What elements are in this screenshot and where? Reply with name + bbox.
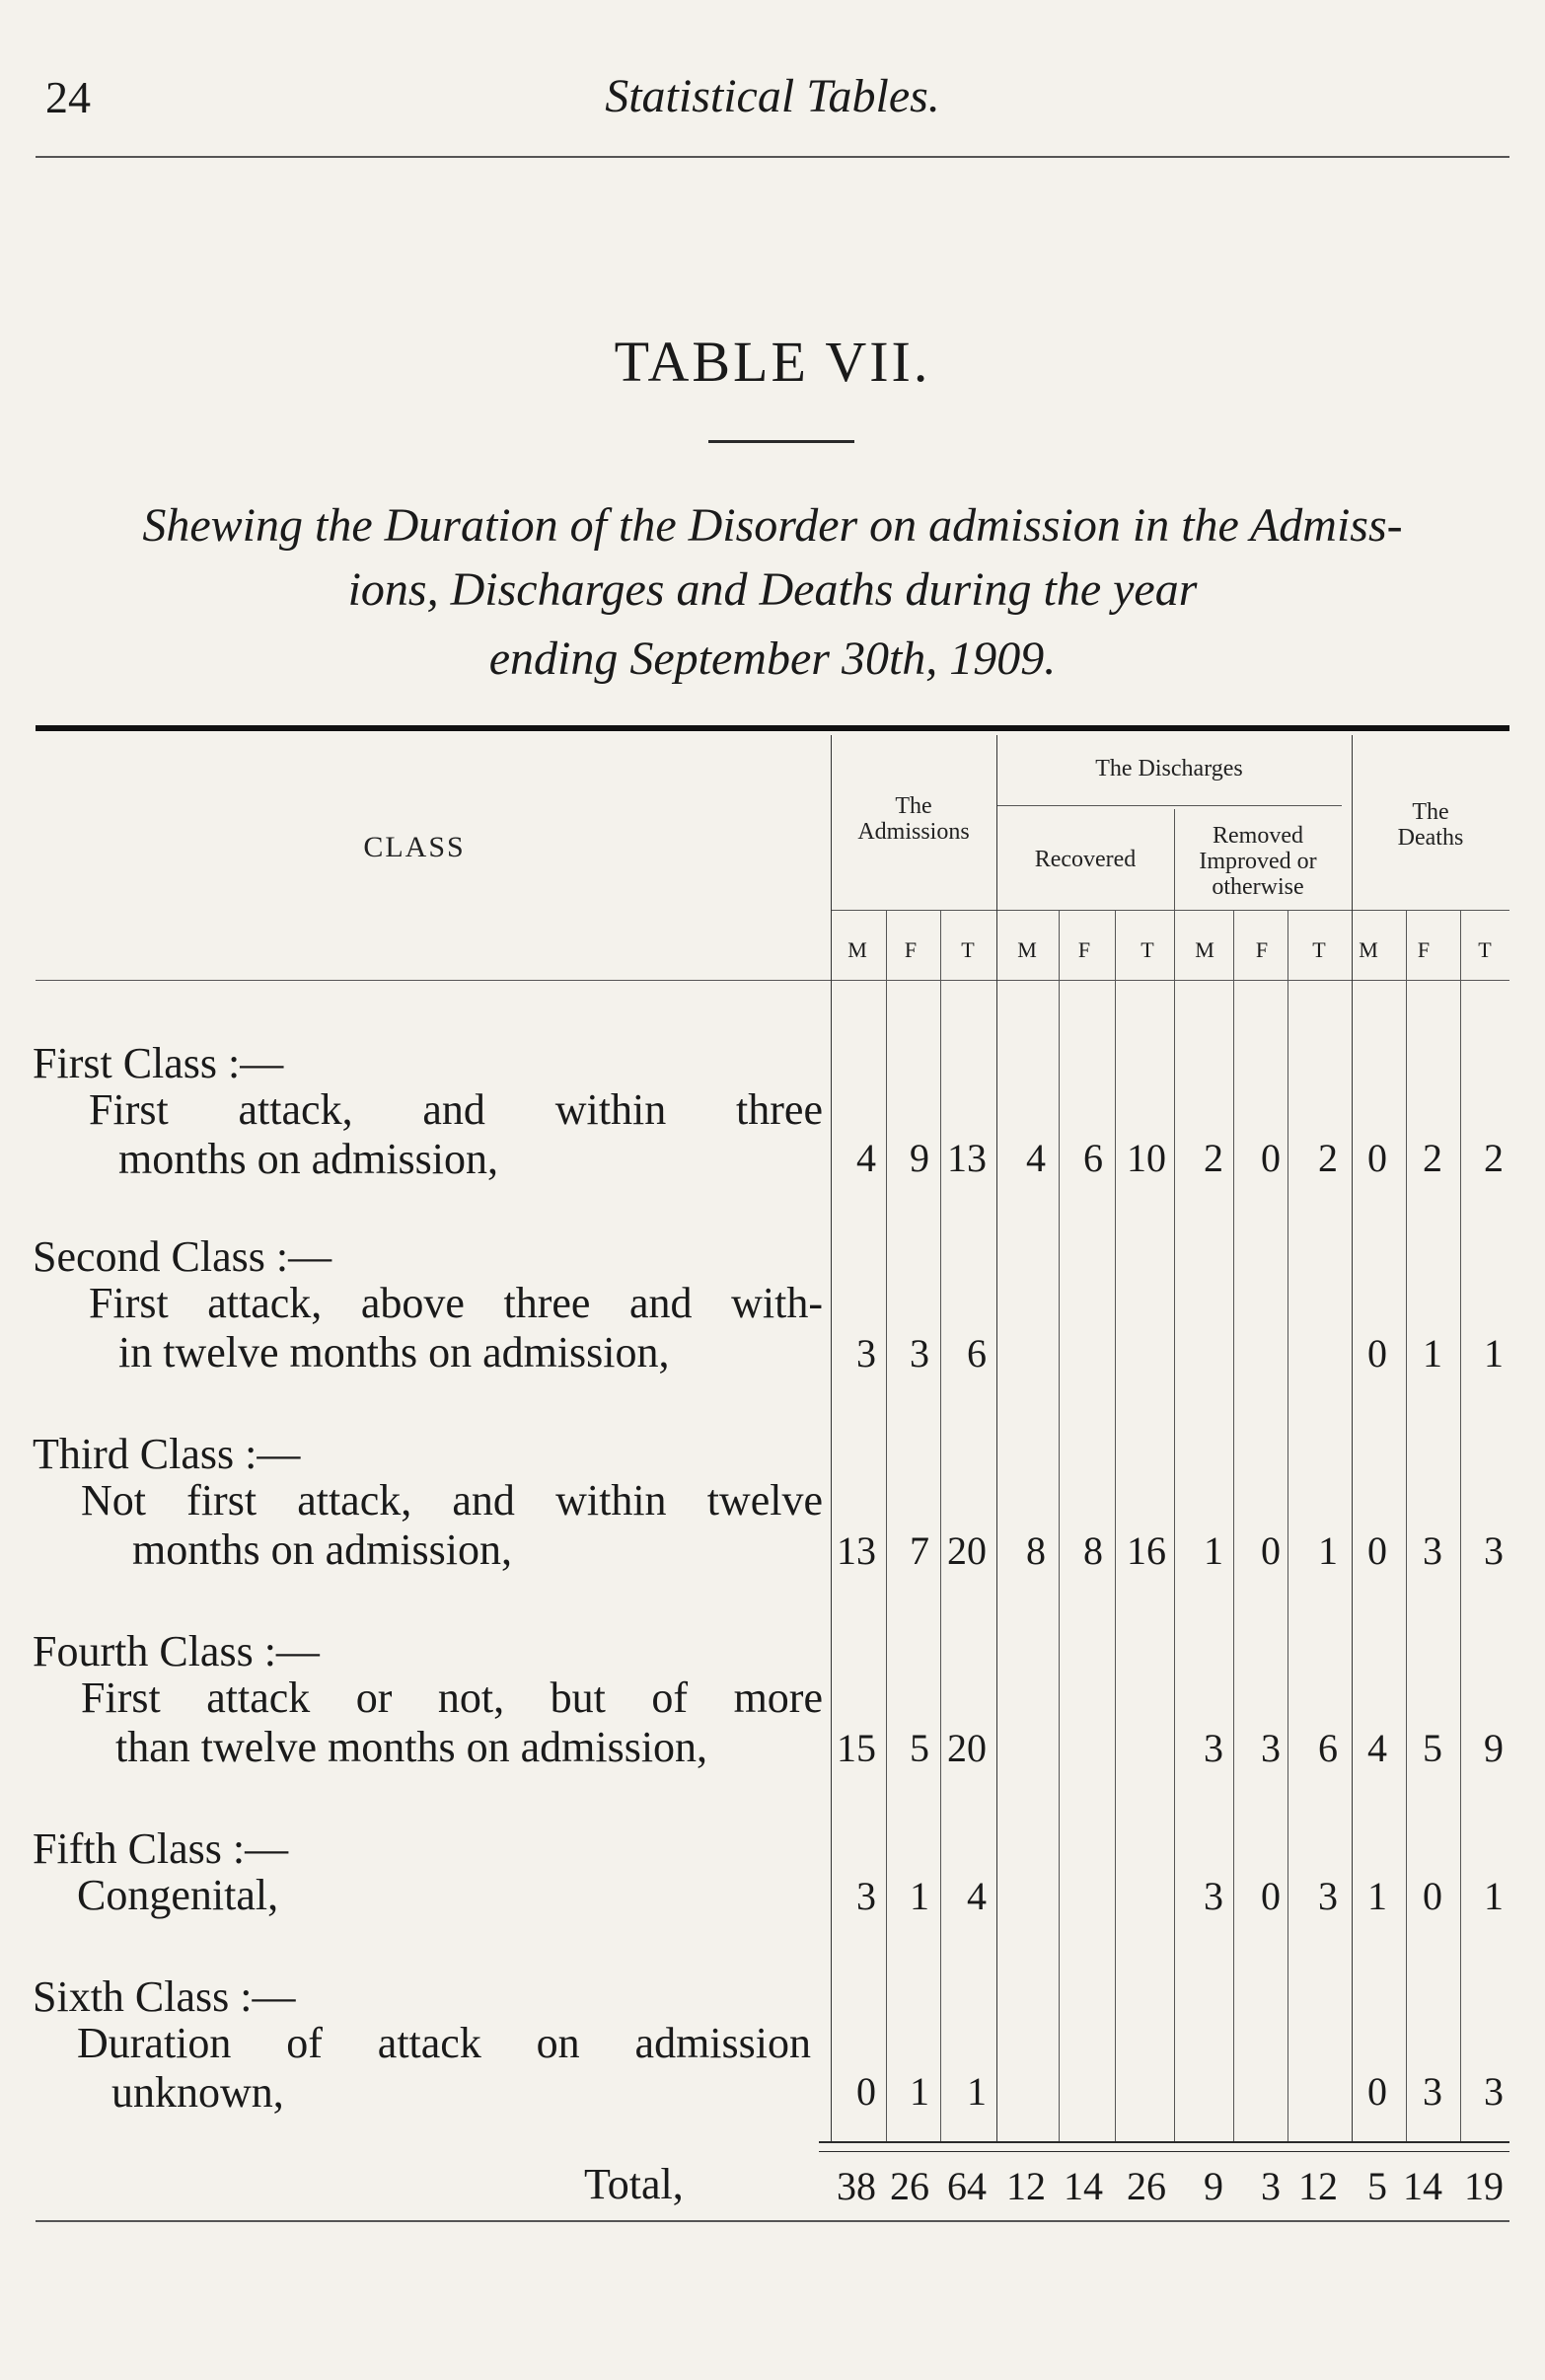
class-description-line: Congenital,	[77, 1871, 279, 1919]
cell-adm-t: 20	[947, 1726, 987, 1770]
total-rem-m: 9	[1204, 2164, 1223, 2208]
mft-header-rem-t: T	[1312, 937, 1326, 962]
class-description-line: First attack, above three and with-	[89, 1279, 823, 1327]
column-rule	[1233, 910, 1234, 2141]
cell-dth-m: 0	[1367, 2069, 1387, 2114]
total-dth-f: 14	[1403, 2164, 1442, 2208]
class-description-line: First attack or not, but of more	[81, 1673, 823, 1722]
discharges-header: The Discharges	[1095, 756, 1243, 781]
total-dth-m: 5	[1367, 2164, 1387, 2208]
mft-header-adm-f: F	[904, 937, 918, 962]
table-title: TABLE VII.	[614, 330, 931, 394]
cell-dth-t: 2	[1484, 1136, 1504, 1180]
total-label: Total,	[584, 2160, 684, 2208]
total-rem-f: 3	[1261, 2164, 1281, 2208]
cell-dth-t: 3	[1484, 2069, 1504, 2114]
cell-dth-m: 0	[1367, 1528, 1387, 1573]
recovered-header: Recovered	[1034, 847, 1137, 872]
column-rule	[996, 735, 997, 2141]
title-rule	[708, 440, 854, 443]
subtitle-line-1: Shewing the Duration of the Disorder on admission in the Admiss-	[142, 499, 1403, 552]
column-rule	[1059, 910, 1060, 2141]
mft-header-adm-m: M	[847, 937, 867, 962]
admissions-header-1: The	[895, 793, 932, 819]
cell-dth-t: 1	[1484, 1331, 1504, 1376]
class-title: Fifth Class :—	[33, 1824, 289, 1873]
cell-rec-m: 4	[1026, 1136, 1046, 1180]
cell-dth-f: 5	[1423, 1726, 1442, 1770]
total-adm-f: 26	[890, 2164, 929, 2208]
mft-header-rec-t: T	[1140, 937, 1154, 962]
cell-dth-f: 0	[1423, 1874, 1442, 1918]
cell-dth-t: 1	[1484, 1874, 1504, 1918]
bottom-rule	[36, 2220, 1509, 2222]
admissions-header-2: Admissions	[857, 819, 970, 845]
cell-dth-m: 4	[1367, 1726, 1387, 1770]
cell-dth-m: 0	[1367, 1136, 1387, 1180]
cell-adm-t: 13	[947, 1136, 987, 1180]
header-rule	[36, 156, 1509, 158]
class-header: CLASS	[363, 831, 466, 863]
cell-rec-f: 6	[1083, 1136, 1103, 1180]
page-number: 24	[45, 72, 91, 122]
class-description-line: Not first attack, and within twelve	[81, 1476, 823, 1525]
cell-adm-f: 1	[910, 2069, 929, 2114]
total-rec-m: 12	[1006, 2164, 1046, 2208]
cell-adm-m: 3	[856, 1331, 876, 1376]
cell-dth-f: 3	[1423, 2069, 1442, 2114]
table-top-rule	[36, 725, 1509, 731]
class-title: Fourth Class :—	[33, 1627, 320, 1675]
class-title: Sixth Class :—	[33, 1972, 296, 2021]
column-rule	[886, 910, 887, 2141]
cell-rem-f: 0	[1261, 1136, 1281, 1180]
mft-header-rem-m: M	[1195, 937, 1214, 962]
cell-adm-t: 1	[967, 2069, 987, 2114]
class-title: Second Class :—	[33, 1232, 332, 1281]
cell-adm-f: 5	[910, 1726, 929, 1770]
cell-rem-m: 1	[1204, 1528, 1223, 1573]
cell-adm-f: 1	[910, 1874, 929, 1918]
cell-dth-m: 0	[1367, 1331, 1387, 1376]
total-dth-t: 19	[1464, 2164, 1504, 2208]
class-description-line: months on admission,	[118, 1135, 499, 1183]
cell-rem-t: 3	[1318, 1874, 1338, 1918]
cell-rem-f: 0	[1261, 1874, 1281, 1918]
mft-header-rem-f: F	[1255, 937, 1269, 962]
mft-top-rule	[831, 910, 1509, 911]
total-rule-a	[819, 2141, 1509, 2143]
cell-dth-m: 1	[1367, 1874, 1387, 1918]
removed-header-2: Improved or	[1199, 849, 1317, 874]
cell-adm-f: 9	[910, 1136, 929, 1180]
mft-header-adm-t: T	[961, 937, 975, 962]
cell-dth-f: 3	[1423, 1528, 1442, 1573]
class-description-line: unknown,	[111, 2068, 284, 2117]
column-rule	[1174, 809, 1175, 2141]
cell-rem-m: 2	[1204, 1136, 1223, 1180]
mft-header-dth-f: F	[1417, 937, 1431, 962]
total-adm-t: 64	[947, 2164, 987, 2208]
cell-adm-m: 3	[856, 1874, 876, 1918]
mft-header-dth-t: T	[1478, 937, 1492, 962]
total-rule-b	[819, 2151, 1509, 2152]
cell-adm-t: 6	[967, 1331, 987, 1376]
column-rule	[1115, 910, 1116, 2141]
cell-adm-f: 3	[910, 1331, 929, 1376]
cell-rec-m: 8	[1026, 1528, 1046, 1573]
cell-rem-t: 1	[1318, 1528, 1338, 1573]
mft-header-rec-f: F	[1077, 937, 1091, 962]
class-description-line: First attack, and within three	[89, 1085, 823, 1134]
cell-rec-t: 10	[1127, 1136, 1166, 1180]
cell-adm-m: 0	[856, 2069, 876, 2114]
cell-rem-t: 2	[1318, 1136, 1338, 1180]
class-description-line: months on admission,	[132, 1525, 513, 1574]
mft-header-dth-m: M	[1359, 937, 1378, 962]
cell-rec-f: 8	[1083, 1528, 1103, 1573]
cell-rec-t: 16	[1127, 1528, 1166, 1573]
class-description-line: Duration of attack on admission	[77, 2019, 811, 2067]
cell-rem-f: 0	[1261, 1528, 1281, 1573]
cell-adm-t: 4	[967, 1874, 987, 1918]
mft-header-rec-m: M	[1017, 937, 1037, 962]
cell-dth-t: 9	[1484, 1726, 1504, 1770]
cell-adm-m: 13	[837, 1528, 876, 1573]
column-rule	[831, 735, 832, 2141]
deaths-header-1: The	[1412, 799, 1449, 825]
cell-rem-m: 3	[1204, 1874, 1223, 1918]
discharges-subrule	[996, 805, 1342, 806]
removed-header-1: Removed	[1213, 823, 1303, 849]
cell-dth-f: 2	[1423, 1136, 1442, 1180]
subtitle-line-3: ending September 30th, 1909.	[488, 632, 1057, 685]
class-description-line: than twelve months on admission,	[115, 1723, 708, 1771]
class-description-line: in twelve months on admission,	[118, 1328, 670, 1376]
total-rec-f: 14	[1064, 2164, 1103, 2208]
cell-rem-f: 3	[1261, 1726, 1281, 1770]
column-rule	[1406, 910, 1407, 2141]
class-title: Third Class :—	[33, 1430, 301, 1478]
cell-adm-m: 4	[856, 1136, 876, 1180]
cell-dth-f: 1	[1423, 1331, 1442, 1376]
cell-dth-t: 3	[1484, 1528, 1504, 1573]
cell-rem-t: 6	[1318, 1726, 1338, 1770]
cell-adm-m: 15	[837, 1726, 876, 1770]
removed-header-3: otherwise	[1212, 874, 1304, 900]
column-rule	[1460, 910, 1461, 2141]
column-rule	[940, 910, 941, 2141]
total-rec-t: 26	[1127, 2164, 1166, 2208]
cell-adm-t: 20	[947, 1528, 987, 1573]
cell-rem-m: 3	[1204, 1726, 1223, 1770]
subtitle-line-2: ions, Discharges and Deaths during the year	[347, 563, 1198, 616]
total-adm-m: 38	[837, 2164, 876, 2208]
cell-adm-f: 7	[910, 1528, 929, 1573]
deaths-header-2: Deaths	[1397, 825, 1464, 851]
class-title: First Class :—	[33, 1039, 284, 1087]
total-rem-t: 12	[1298, 2164, 1338, 2208]
running-head: Statistical Tables.	[605, 70, 940, 122]
